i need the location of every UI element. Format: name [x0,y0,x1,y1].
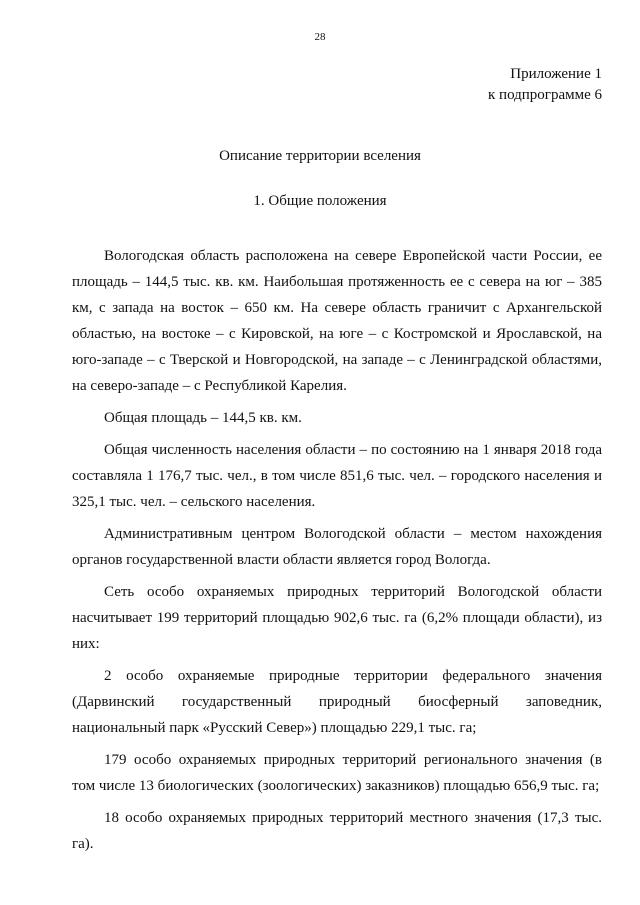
appendix-line-2: к подпрограмме 6 [488,87,602,103]
paragraph-population: Общая численность населения области – по состоянию на 1 января 2018 года составляла 1 176,7 тыс. чел., в том числе 851,6 тыс. чел. – городского населения и 325,1 тыс. чел. – сельского населения. [72,442,602,510]
paragraph-total-area: Общая площадь – 144,5 кв. км. [104,410,302,426]
paragraph-region-description: Вологодская область расположена на севере Европейской части России, ее площадь – 144,5 тыс. кв. км. Наибольшая протяженность ее с севера на юг – 385 км, с запада на восток – 650 км. На севере область граничит с Архангельской областью, на востоке – с Кировской, на юге – с Костромской и Ярославской, на юго-западе – с Тверской и Новгородской, на западе – с Ленинградской областями, на северо-западе – с Республикой Карелия. [72,248,602,394]
paragraph-local-areas: 18 особо охраняемых природных территорий местного значения (17,3 тыс. га). [72,810,602,852]
paragraph-federal-areas: 2 особо охраняемые природные территории федерального значения (Дарвинский государственный природный биосферный заповедник, национальный парк «Русский Север») площадью 229,1 тыс. га; [72,668,602,736]
appendix-reference [440,64,602,106]
document-title: Описание территории вселения [219,148,421,164]
appendix-line-1: Приложение 1 [510,66,602,82]
paragraph-admin-center: Административным центром Вологодской области – местом нахождения органов государственной власти области является город Вологда. [72,526,602,568]
paragraph-regional-areas: 179 особо охраняемых природных территорий регионального значения (в том числе 13 биологических (зоологических) заказников) площадью 656,9 тыс. га; [72,752,602,794]
page-number: 28 [314,31,326,43]
section-heading: 1. Общие положения [253,193,387,209]
body-text [72,243,602,863]
paragraph-protected-areas: Сеть особо охраняемых природных территорий Вологодской области насчитывает 199 территорий площадью 902,6 тыс. га (6,2% площади области), из них: [72,584,602,652]
